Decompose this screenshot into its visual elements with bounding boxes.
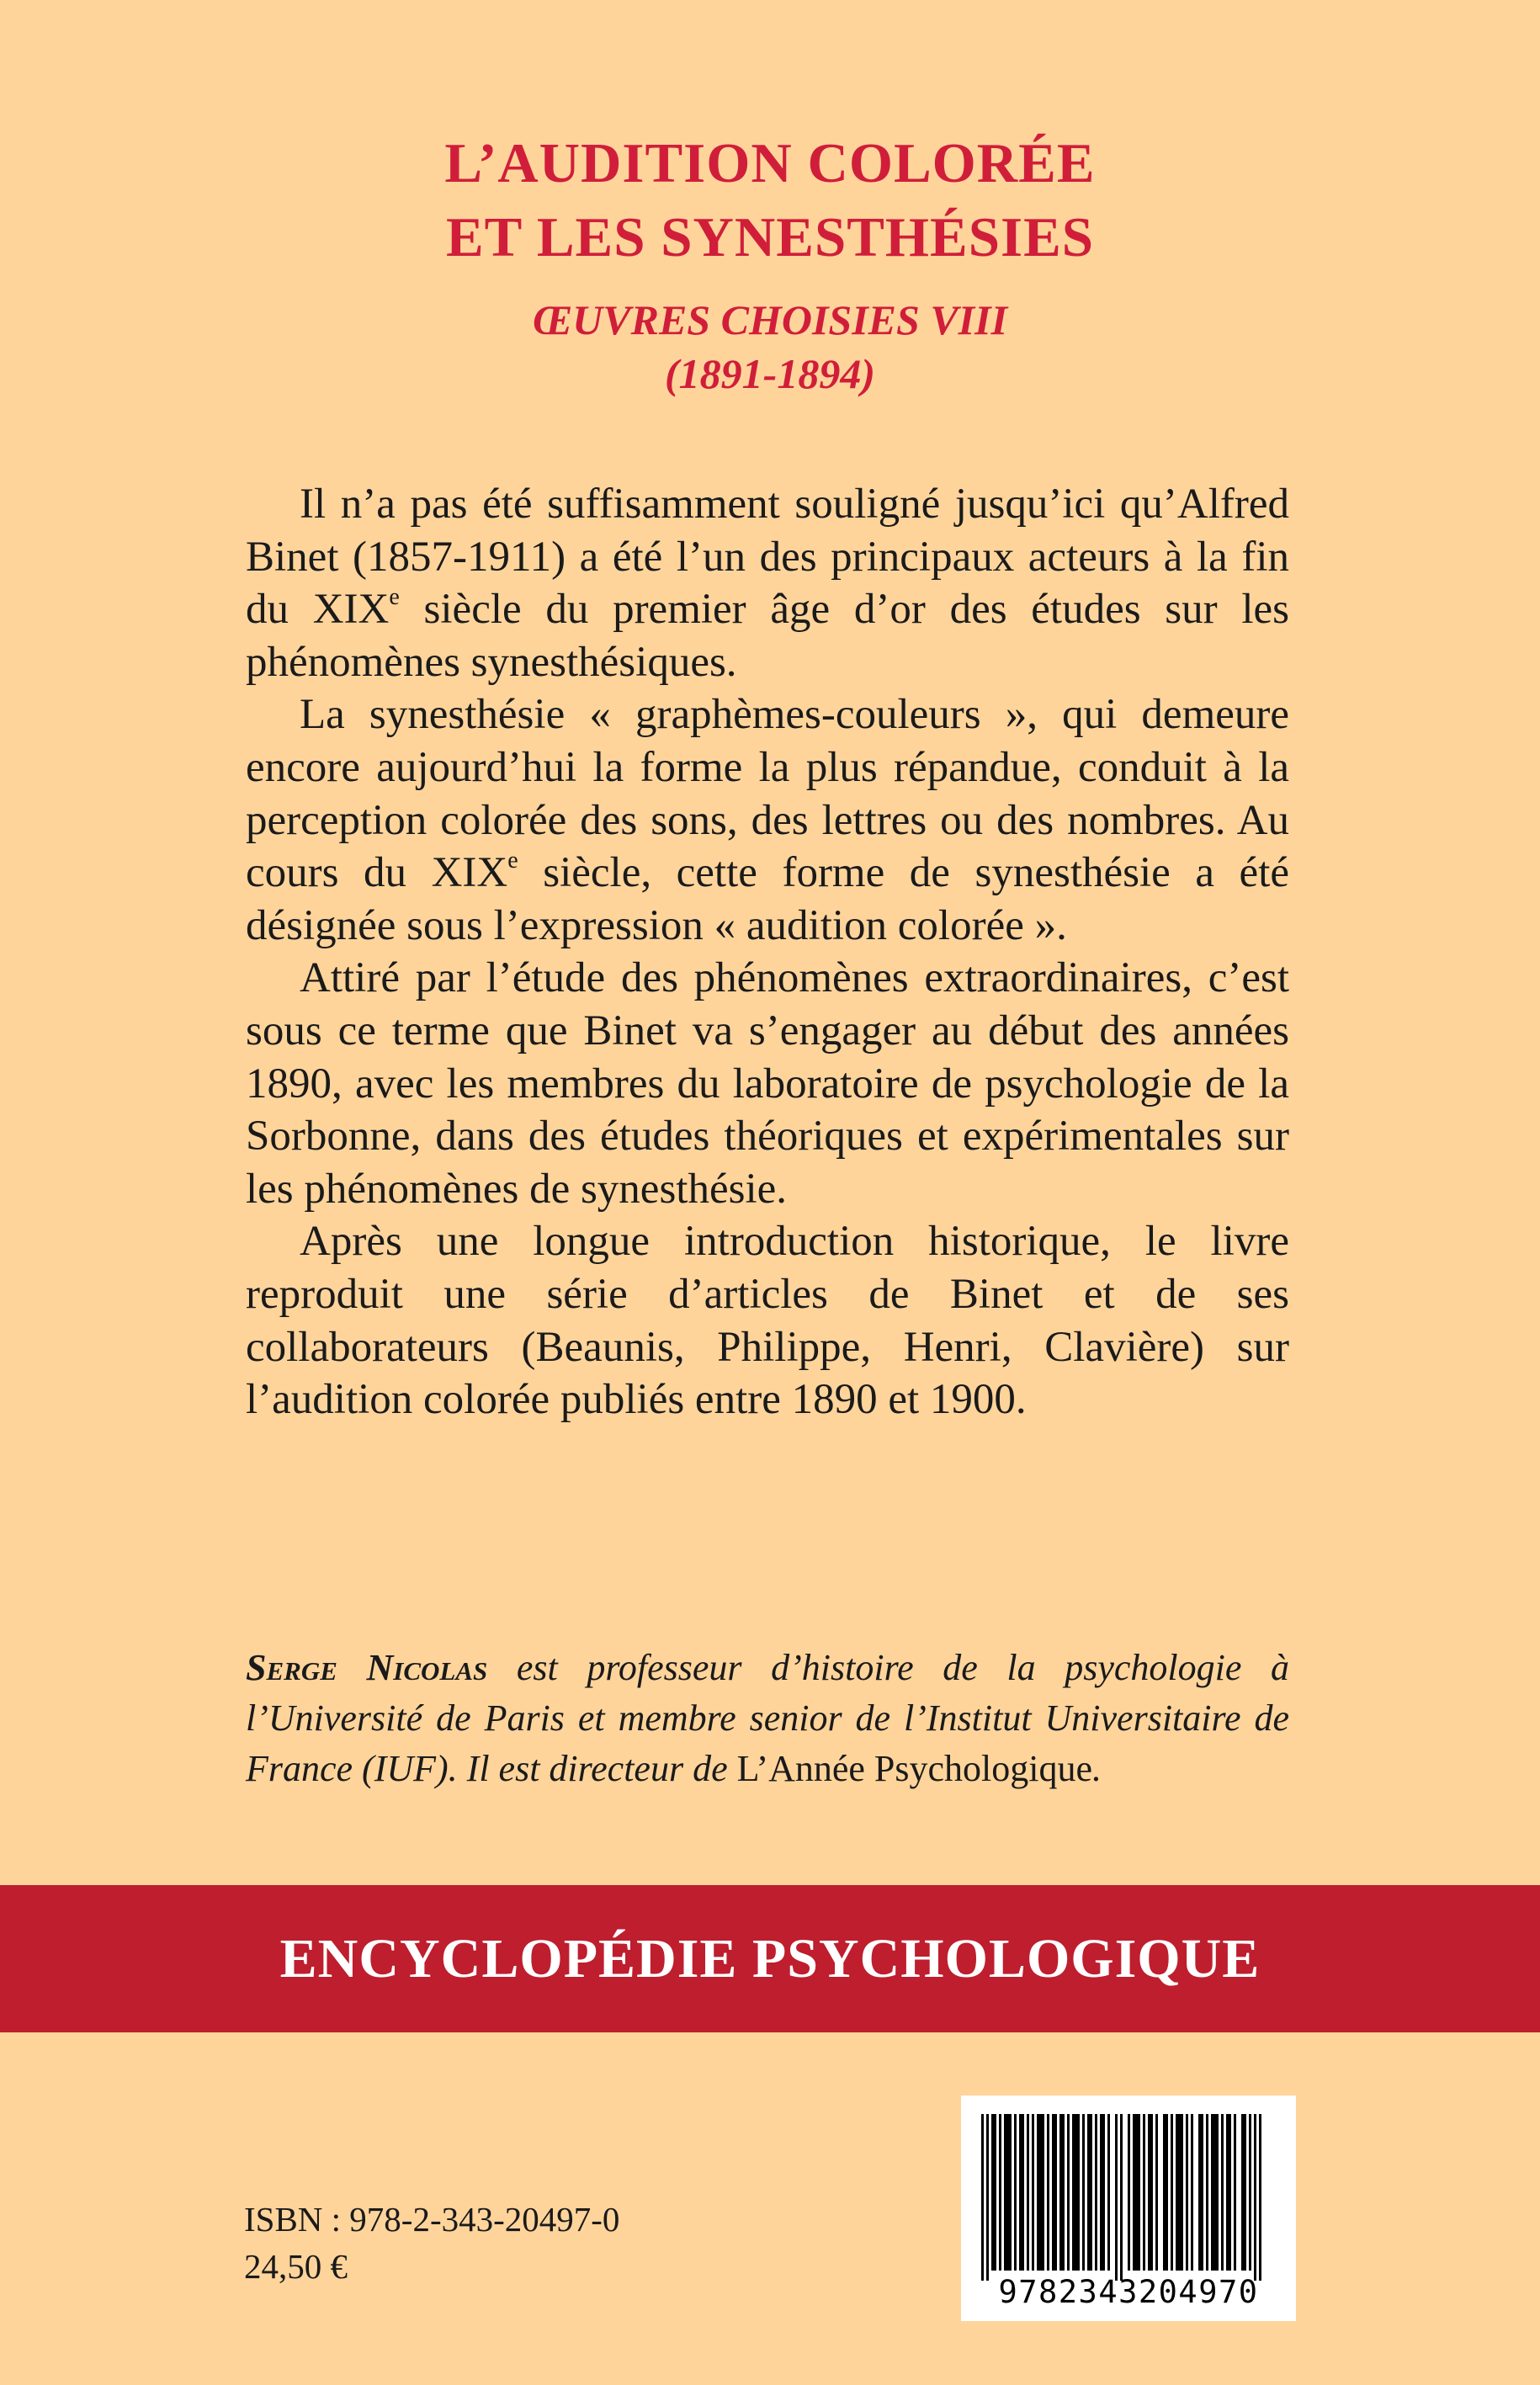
author-last-name: Nicolas bbox=[366, 1647, 488, 1688]
title-line-1: L’AUDITION COLORÉE bbox=[444, 132, 1096, 194]
author-first-name: Serge bbox=[246, 1647, 367, 1688]
series-name: ENCYCLOPÉDIE PSYCHOLOGIQUE bbox=[279, 1928, 1261, 1989]
author-bio bbox=[246, 1643, 1289, 1794]
superscript-e: e bbox=[507, 847, 518, 874]
blurb-paragraph-3: Attiré par l’étude des phénomènes extraordinaires, c’est sous ce terme que Binet va s’engager au début des années 1890, avec les membres du laboratoire de psychologie de la Sorbonne, dans des études théoriques et expérimentales sur les phénomènes de synesthésie. bbox=[246, 954, 1289, 1213]
blurb-p1-text: Il n’a pas été suffisamment souligné jusqu’ici qu’Alfred Binet (1857-1911) a été l’un des principaux acteurs à la fin du XIX bbox=[246, 481, 1289, 634]
blurb-paragraph-4: Après une longue introduction historique, le livre reproduit une série d’articles de Binet et de ses collaborateurs (Beaunis, Philippe, Henri, Clavière) sur l’audition colorée publiés entre 1890 et 1900. bbox=[246, 1218, 1289, 1424]
blurb-p2-end: siècle, cette forme de synesthésie a été désignée sous l’expression « audition colorée ». bbox=[246, 849, 1289, 949]
isbn: ISBN : 978-2-343-20497-0 bbox=[244, 2200, 620, 2239]
blurb-p2-text: La synesthésie « graphèmes-couleurs », qui demeure encore aujourd’hui la forme la plus répandue, conduit à la perception colorée des sons, des lettres ou des nombres. Au cours du XIX bbox=[246, 691, 1289, 897]
journal-name: L’Année Psychologique bbox=[736, 1748, 1093, 1789]
title-line-2: ET LES SYNESTHÉSIES bbox=[445, 206, 1095, 268]
blurb-p1-end: siècle du premier âge d’or des études sur les phénomènes synesthésiques. bbox=[246, 586, 1289, 686]
blurb bbox=[246, 478, 1289, 1426]
blurb-paragraph-2 bbox=[246, 688, 1289, 952]
blurb-paragraph-1 bbox=[246, 478, 1289, 688]
series-band bbox=[0, 1885, 1540, 2032]
price: 24,50 € bbox=[244, 2247, 348, 2286]
book-subtitle bbox=[0, 293, 1540, 401]
author-bio-end: . bbox=[1092, 1748, 1102, 1789]
subtitle-line-1: ŒUVRES CHOISIES VIII bbox=[532, 296, 1008, 343]
superscript-e: e bbox=[389, 584, 400, 611]
barcode bbox=[961, 2096, 1296, 2321]
subtitle-line-2: (1891-1894) bbox=[665, 350, 875, 397]
author-bio-text: est professeur d’histoire de la psychologie à l’Université de Paris et membre senior de l’Institut Universitaire de France (IUF). Il est directeur de bbox=[246, 1647, 1290, 1789]
barcode-digits: 9782343204970 bbox=[998, 2274, 1259, 2310]
book-title bbox=[0, 126, 1540, 274]
